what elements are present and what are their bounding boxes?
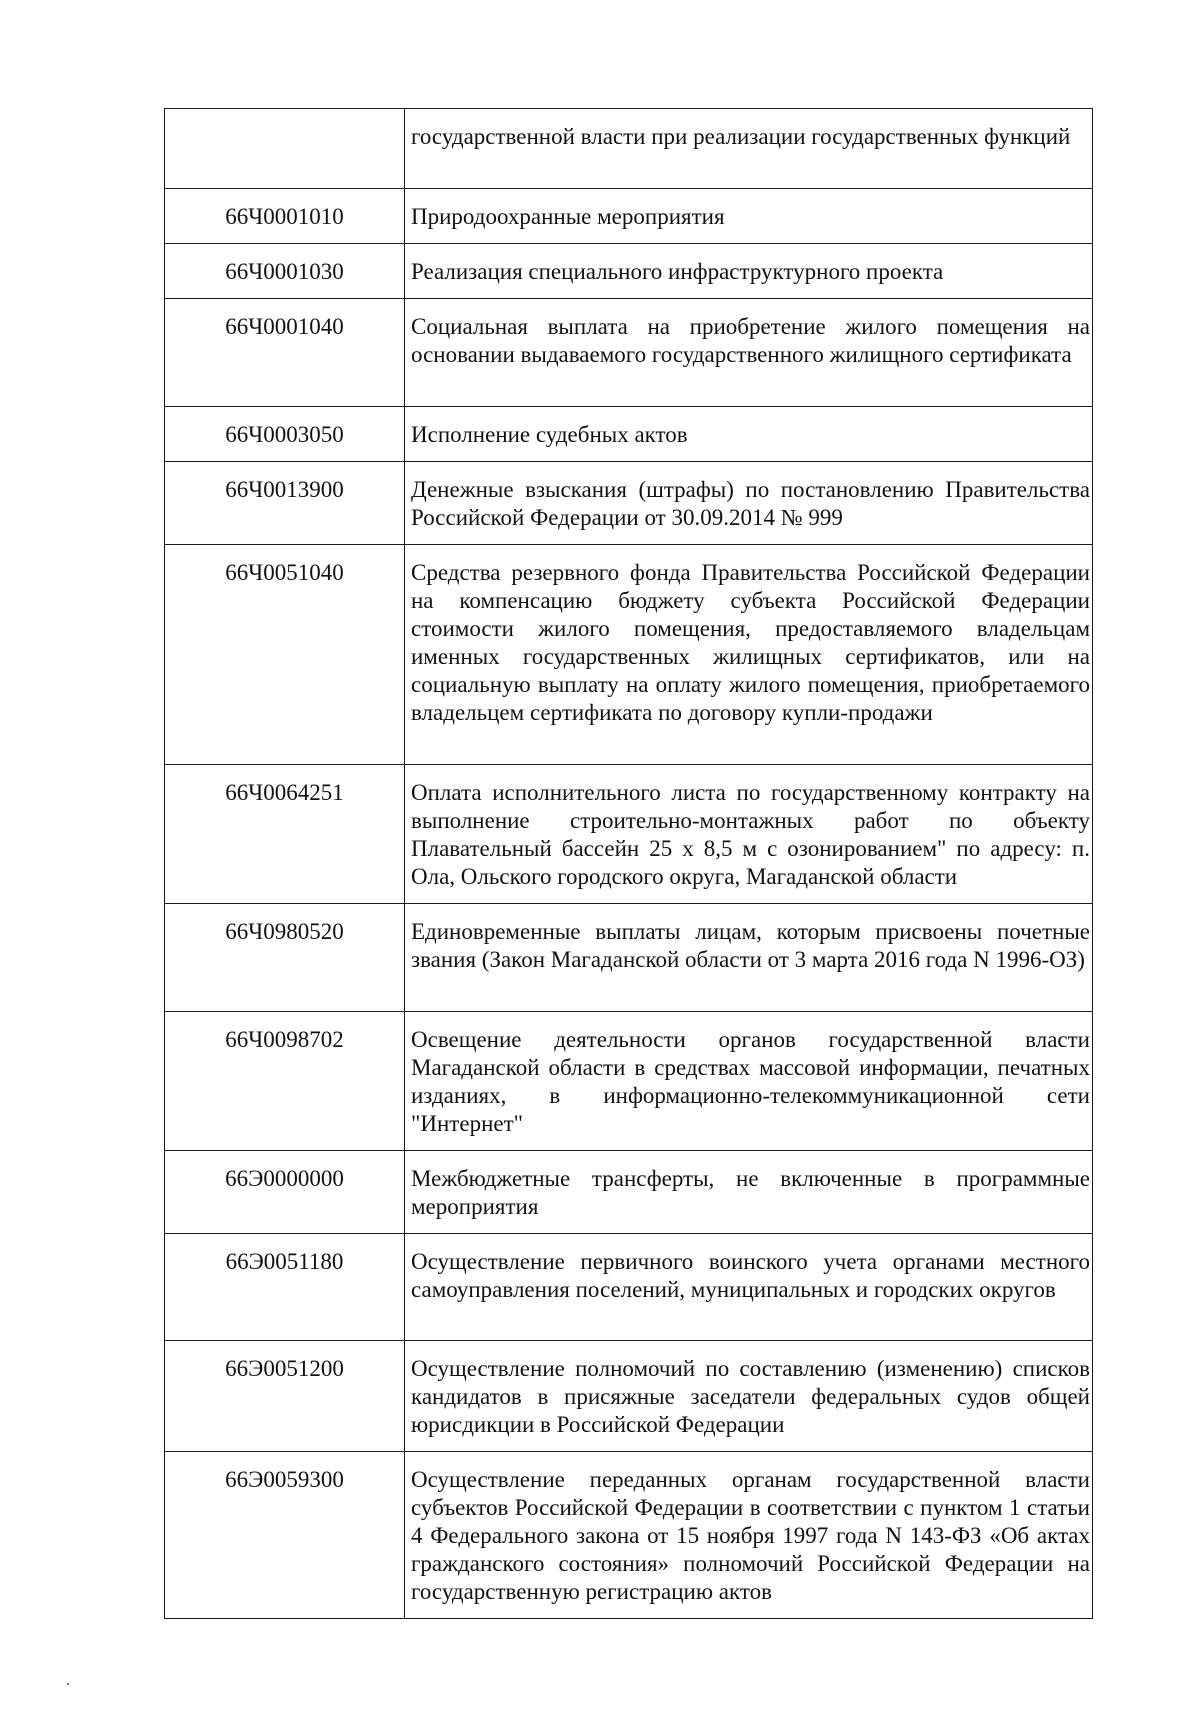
code-cell: 66Э0000000	[165, 1151, 405, 1234]
code-cell: 66Ч0064251	[165, 765, 405, 904]
description-cell: государственной власти при реализации государственных функций	[405, 109, 1093, 189]
code-cell: 66Ч0980520	[165, 904, 405, 1012]
code-cell: 66Э0051200	[165, 1341, 405, 1452]
table-row	[165, 1452, 1093, 1619]
code-cell: 66Э0059300	[165, 1452, 405, 1619]
table-row	[165, 1151, 1093, 1234]
description-cell: Осуществление полномочий по составлению (изменению) списков кандидатов в присяжные заседатели федеральных судов общей юрисдикции в Российской Федерации	[405, 1341, 1093, 1452]
scan-dot	[67, 1683, 69, 1685]
code-cell: 66Ч0051040	[165, 545, 405, 765]
code-cell: 66Ч0001040	[165, 299, 405, 407]
table-row	[165, 1341, 1093, 1452]
description-cell: Освещение деятельности органов государственной власти Магаданской области в средствах массовой информации, печатных изданиях, в информационно-телекоммуникационной сети "Интернет"	[405, 1012, 1093, 1151]
table-row	[165, 545, 1093, 765]
table-row	[165, 407, 1093, 462]
code-cell: 66Ч0098702	[165, 1012, 405, 1151]
description-cell: Межбюджетные трансферты, не включенные в программные мероприятия	[405, 1151, 1093, 1234]
table-row	[165, 109, 1093, 189]
description-cell: Реализация специального инфраструктурного проекта	[405, 244, 1093, 299]
budget-classification-table	[164, 108, 1093, 1619]
code-cell	[165, 109, 405, 189]
table-row	[165, 244, 1093, 299]
table-row	[165, 189, 1093, 244]
code-cell: 66Ч0013900	[165, 462, 405, 545]
description-cell: Оплата исполнительного листа по государственному контракту на выполнение строительно-монтажных работ по объекту Плавательный бассейн 25 х 8,5 м с озонированием" по адресу: п. Ола, Ольского городского округа, Магаданской области	[405, 765, 1093, 904]
description-cell: Осуществление первичного воинского учета органами местного самоуправления поселений, муниципальных и городских округов	[405, 1234, 1093, 1341]
description-cell: Средства резервного фонда Правительства Российской Федерации на компенсацию бюджету субъекта Российской Федерации стоимости жилого помещения, предоставляемого владельцам именных государственных жилищных сертификатов, или на социальную выплату на оплату жилого помещения, приобретаемого владельцем сертификата по договору купли-продажи	[405, 545, 1093, 765]
description-cell: Денежные взыскания (штрафы) по постановлению Правительства Российской Федерации от 30.09.2014 № 999	[405, 462, 1093, 545]
code-cell: 66Ч0001030	[165, 244, 405, 299]
table-row	[165, 904, 1093, 1012]
description-cell: Природоохранные мероприятия	[405, 189, 1093, 244]
code-cell: 66Ч0003050	[165, 407, 405, 462]
table-row	[165, 299, 1093, 407]
table-row	[165, 462, 1093, 545]
code-cell: 66Э0051180	[165, 1234, 405, 1341]
description-cell: Исполнение судебных актов	[405, 407, 1093, 462]
table-row	[165, 1012, 1093, 1151]
description-cell: Осуществление переданных органам государственной власти субъектов Российской Федерации в соответствии с пунктом 1 статьи 4 Федерального закона от 15 ноября 1997 года N 143-ФЗ «Об актах гражданского состояния» полномочий Российской Федерации на государственную регистрацию актов	[405, 1452, 1093, 1619]
table-row	[165, 765, 1093, 904]
description-cell: Единовременные выплаты лицам, которым присвоены почетные звания (Закон Магаданской области от 3 марта 2016 года N 1996-ОЗ)	[405, 904, 1093, 1012]
code-cell: 66Ч0001010	[165, 189, 405, 244]
table-row	[165, 1234, 1093, 1341]
description-cell: Социальная выплата на приобретение жилого помещения на основании выдаваемого государственного жилищного сертификата	[405, 299, 1093, 407]
